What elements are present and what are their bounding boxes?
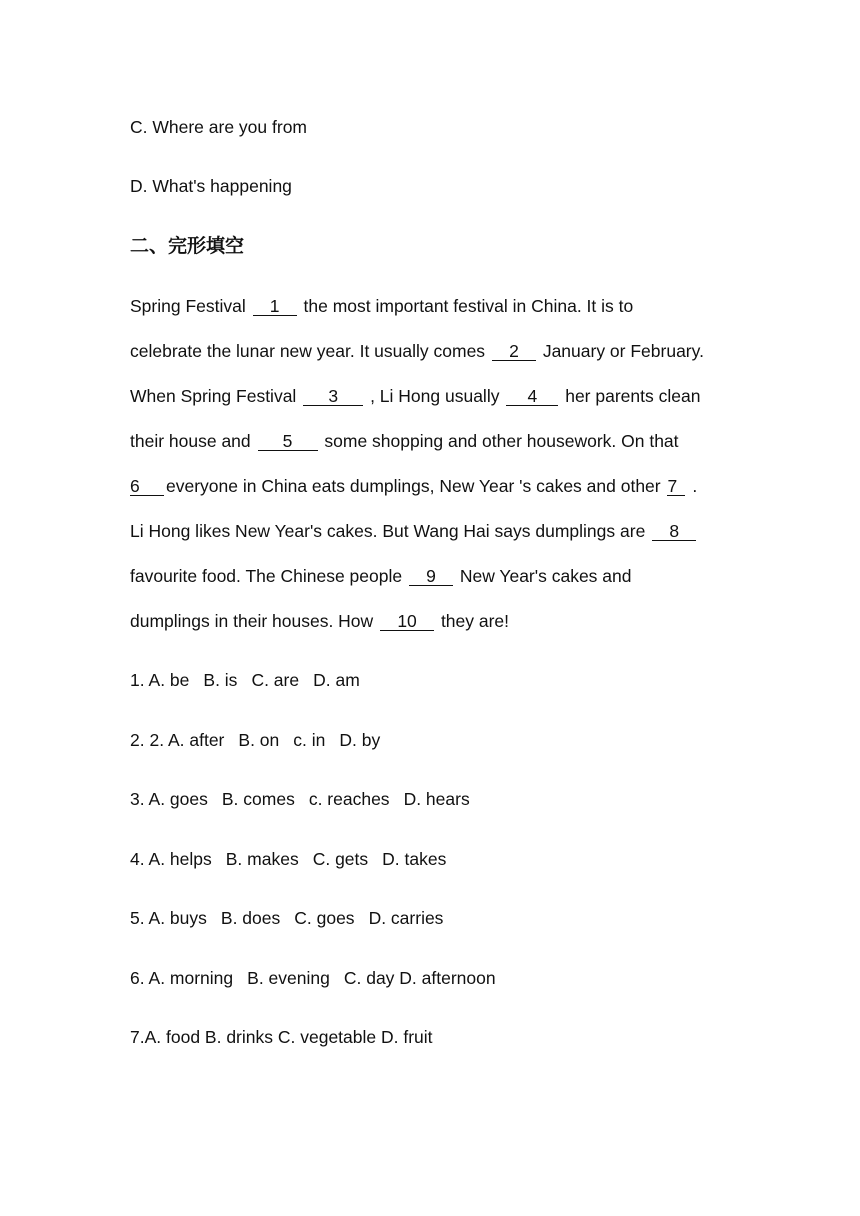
passage-text: . <box>692 476 698 496</box>
passage-text: their house and <box>130 431 251 451</box>
question-number: 4. <box>130 849 145 869</box>
passage-line-2 <box>130 339 704 363</box>
passage-text: her parents clean <box>565 386 701 406</box>
passage-line-4 <box>130 429 679 453</box>
option: C. day D. afternoon <box>343 968 496 988</box>
question-4 <box>130 847 446 871</box>
blank-5: 5 <box>258 432 318 451</box>
question-6 <box>130 966 496 990</box>
blank-8: 8 <box>652 522 696 541</box>
question-number: 6. <box>130 968 145 988</box>
passage-text: everyone in China eats dumplings, New Year 's cakes and other <box>166 476 661 496</box>
blank-3: 3 <box>303 387 363 406</box>
passage-text: New Year's cakes and <box>459 566 632 586</box>
question-number: 2. <box>130 730 145 750</box>
question-number: 1. <box>130 670 145 690</box>
passage-text: January or February. <box>542 341 704 361</box>
passage-text: dumplings in their houses. How <box>130 611 374 631</box>
blank-2: 2 <box>492 342 536 361</box>
option: c. in <box>293 730 326 750</box>
option: A. buys <box>148 908 207 928</box>
passage-line-8 <box>130 609 509 633</box>
option: A. food B. drinks C. vegetable D. fruit <box>144 1027 433 1047</box>
option: A. be <box>148 670 190 690</box>
option: B. is <box>203 670 238 690</box>
question-number: 7. <box>130 1027 145 1047</box>
blank-6: 6 <box>130 477 164 496</box>
option: C. are <box>251 670 300 690</box>
option: D. hears <box>403 789 470 809</box>
section-heading: 二、完形填空 <box>130 235 245 257</box>
passage-text: favourite food. The Chinese people <box>130 566 403 586</box>
passage-text: , Li Hong usually <box>370 386 500 406</box>
question-7 <box>130 1025 433 1049</box>
option: A. helps <box>148 849 212 869</box>
option: D. am <box>313 670 360 690</box>
option: c. reaches <box>308 789 390 809</box>
option: B. evening <box>247 968 330 988</box>
passage-text: they are! <box>440 611 510 631</box>
option: B. does <box>220 908 281 928</box>
option-c-prev: C. Where are you from <box>130 117 307 137</box>
question-number: 3. <box>130 789 145 809</box>
blank-9: 9 <box>409 567 453 586</box>
option: 2. A. after <box>149 730 225 750</box>
passage-text: Li Hong likes New Year's cakes. But Wang Hai says dumplings are <box>130 521 646 541</box>
question-2 <box>130 728 380 752</box>
option: B. on <box>238 730 280 750</box>
passage-text: some shopping and other housework. On that <box>324 431 679 451</box>
option: D. by <box>339 730 381 750</box>
option-d-prev: D. What's happening <box>130 176 292 196</box>
question-5 <box>130 906 443 930</box>
passage-line-1 <box>130 294 633 318</box>
blank-1: 1 <box>253 297 297 316</box>
passage-line-6 <box>130 519 698 543</box>
option: A. morning <box>148 968 234 988</box>
option: D. carries <box>368 908 444 928</box>
blank-7: 7 <box>667 477 685 496</box>
option: A. goes <box>148 789 208 809</box>
question-1 <box>130 668 360 692</box>
option: B. comes <box>221 789 295 809</box>
passage-text: the most important festival in China. It is to <box>303 296 634 316</box>
blank-4: 4 <box>506 387 558 406</box>
question-3 <box>130 787 470 811</box>
question-number: 5. <box>130 908 145 928</box>
option: C. gets <box>312 849 369 869</box>
option: C. goes <box>294 908 355 928</box>
passage-line-5 <box>130 474 697 498</box>
passage-text: celebrate the lunar new year. It usually comes <box>130 341 486 361</box>
blank-10: 10 <box>380 612 434 631</box>
passage-line-7 <box>130 564 632 588</box>
option: D. takes <box>382 849 447 869</box>
passage-line-3 <box>130 384 700 408</box>
option: B. makes <box>225 849 299 869</box>
passage-text: Spring Festival <box>130 296 246 316</box>
passage-text: When Spring Festival <box>130 386 297 406</box>
